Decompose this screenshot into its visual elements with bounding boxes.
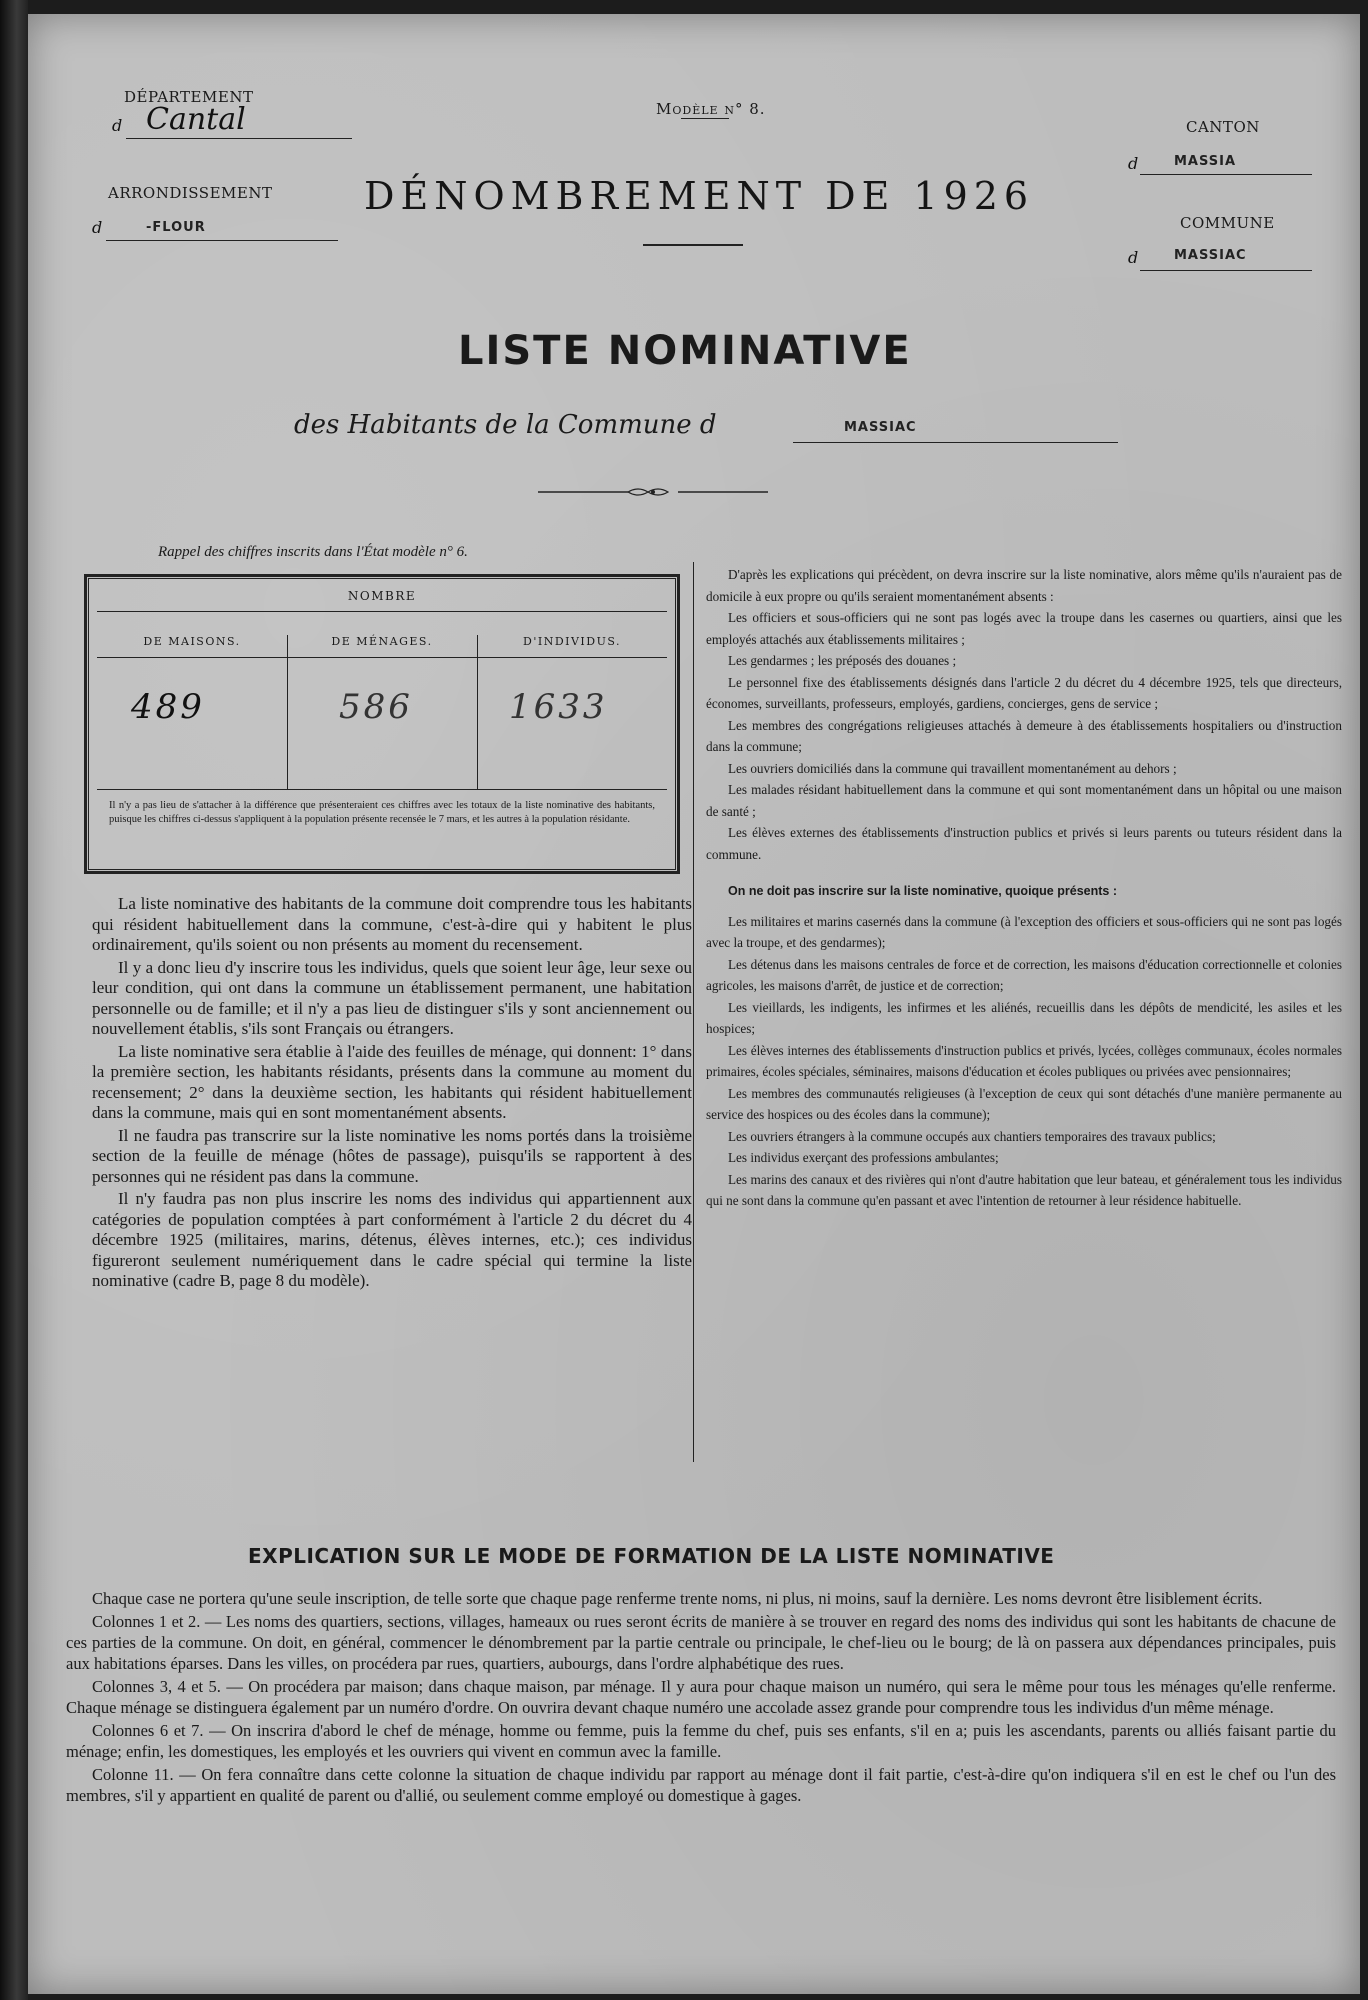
departement-value: Cantal [146, 102, 246, 137]
commune-prefix: d [1128, 248, 1139, 267]
right-paragraph-5: Les membres des congrégations religieuses attachés à demeure à des établissements hospitaliers ou d'instruction dans la commune; [706, 717, 1342, 754]
right-exclusion-6: Les ouvriers étrangers à la commune occupés aux chantiers temporaires des travaux publics; [728, 1128, 1216, 1144]
nombre-rule [97, 611, 667, 612]
left-paragraph-3: La liste nominative sera établie à l'aide des feuilles de ménage, qui donnent: 1° dans la première section, les habitants résidants, présents dans la commune au moment du recensement; 2° dans la deuxième section, les habitants qui résident habituellement dans la commune, mais qui en sont momentanément absents. [92, 1041, 692, 1122]
header-rule [97, 657, 667, 658]
explication-body [66, 1588, 1336, 1808]
habitants-subtitle: des Habitants de la Commune d [294, 410, 717, 440]
departement-line [126, 138, 352, 139]
right-paragraph-1: D'après les explications qui précèdent, on devra inscrire sur la liste nominative, alors même qu'ils n'auraient pas de domicile à eux propre ou qu'ils seraient momentanément absents : [706, 567, 1342, 604]
explication-paragraph-5: Colonne 11. — On fera connaître dans cette colonne la situation de chaque individu par rapport au ménage dont il fait partie, c'est-à-dire qu'on indiquera s'il en est le chef ou l'un des membres, s'il y appartient en qualité de parent ou d'allié, ou seulement comme employé ou domestique à gages. [66, 1765, 1336, 1805]
explication-paragraph-4: Colonnes 6 et 7. — On inscrira d'abord le chef de ménage, homme ou femme, puis la femme du chef, puis ses enfants, s'il en a; puis les ascendants, parents ou alliés faisant partie du ménage; enfin, les domestiques, les employés et les ouvriers qui vivent en commun avec la famille. [66, 1721, 1336, 1761]
right-exclusion-7: Les individus exerçant des professions ambulantes; [728, 1150, 999, 1165]
arrondissement-line [106, 240, 338, 241]
arrondissement-prefix: d [92, 218, 103, 237]
arrondissement-value: -FLOUR [146, 220, 206, 235]
left-paragraph-4: Il ne faudra pas transcrire sur la liste nominative les noms portés dans la troisième section de la feuille de ménage (hôtes de passage), puisqu'ils se rapportent à des personnes qui ne résident pas dans la commune. [92, 1125, 692, 1186]
census-form-page [28, 14, 1360, 1994]
book-spine [0, 0, 28, 2000]
column-divider [693, 562, 694, 1462]
right-exclusion-2: Les détenus dans les maisons centrales de force et de correction, les maisons d'éducation correctionnelle et colonies agricoles, les maisons d'arrêt, de justice et de correction; [706, 956, 1342, 993]
commune-value: MASSIAC [1174, 248, 1247, 263]
right-paragraph-2: Les officiers et sous-officiers qui ne sont pas logés avec la troupe dans les casernes ou quartiers, ainsi que les employés attachés aux établissements militaires ; [706, 610, 1342, 647]
departement-prefix: d [112, 116, 123, 135]
nombre-header: NOMBRE [347, 589, 417, 603]
canton-prefix: d [1128, 154, 1139, 173]
right-paragraph-6: Les ouvriers domiciliés dans la commune qui travaillent momentanément au dehors ; [728, 760, 1177, 776]
right-paragraph-4: Le personnel fixe des établissements désignés dans l'article 2 du décret du 4 décembre 1925, tels que directeurs, économes, surveillants, professeurs, employés, gardiens, concierges, gens de service ; [706, 674, 1342, 711]
right-exclusion-8: Les marins des canaux et des rivières qui n'ont d'autre habitation que leur bateau, et généralement tous les individus qui ne sont dans la commune qu'en passant et avec l'intention de retourner à leur résidence habituelle. [706, 1171, 1342, 1208]
explication-paragraph-1: Chaque case ne portera qu'une seule inscription, de telle sorte que chaque page renferme trente noms, ni plus, ni moins, sauf la dernière. Les noms devront être lisiblement écrits. [92, 1589, 1263, 1608]
left-paragraph-5: Il n'y faudra pas non plus inscrire les noms des individus qui appartiennent aux catégories de population comptées à part conformément à l'article 2 du décret du 4 décembre 1925 (militaires, marins, détenus, élèves internes, etc.); ces individus figureront seulement numériquement dans le cadre spécial qui termine la liste nominative (cadre B, page 8 du modèle). [92, 1189, 692, 1290]
right-paragraph-7: Les malades résidant habituellement dans la commune et qui sont momentanément dans un hôpital ou une maison de santé ; [706, 782, 1342, 819]
ornament-rule [538, 484, 768, 500]
col-divider-2 [477, 635, 478, 789]
left-paragraph-2: Il y a donc lieu d'y inscrire tous les individus, quels que soient leur âge, leur sexe ou leur condition, qui ont dans la commune un établissement permanent, une habitation personnelle ou de famille; et il n'y a pas lieu de distinguer s'ils y sont anciennement ou nouvellement établis, s'ils sont Français ou étrangers. [92, 957, 692, 1038]
title-rule [643, 244, 743, 246]
right-exclusion-3: Les vieillards, les indigents, les infirmes et les aliénés, recueillis dans les dépôts de mendicité, les asiles et les hospices; [706, 999, 1342, 1036]
val-menages: 586 [339, 687, 413, 727]
explication-paragraph-3: Colonnes 3, 4 et 5. — On procédera par maison; dans chaque maison, par ménage. Il y aura pour chaque maison un numéro, qui sera le même pour tous les ménages qu'elle renferme. Chaque ménage se distinguera également par un numéro d'ordre. On ouvrira devant chaque numéro une accolade assez grande pour comprendre tous les individus d'un même ménage. [66, 1677, 1336, 1717]
departement-label: DÉPARTEMENT [124, 88, 254, 106]
commune-label: COMMUNE [1180, 214, 1275, 232]
subtitle-line [793, 442, 1118, 443]
liste-nominative-title: LISTE NOMINATIVE [458, 328, 912, 374]
rappel-table [84, 574, 680, 874]
right-exclusion-1: Les militaires et marins casernés dans la commune (à l'exception des officiers et sous-officiers qui ne sont pas logés avec la troupe, et des gendarmes); [706, 913, 1342, 950]
left-paragraph-1: La liste nominative des habitants de la commune doit comprendre tous les habitants qui résident habituellement dans la commune, c'est-à-dire qui y habitent le plus ordinairement, qu'ils soient ou non présents au moment du recensement. [92, 894, 692, 954]
rappel-note: Il n'y a pas lieu de s'attacher à la différence que présenteraient ces chiffres avec les totaux de la liste nominative des habitants, puisque les chiffres ci-dessus s'appliquent à la population présente recensée le 7 mars, et les autres à la population résidante. [109, 800, 655, 825]
explication-paragraph-2: Colonnes 1 et 2. — Les noms des quartiers, sections, villages, hameaux ou rues seront écrits de manière à se trouver en regard des noms des individus qui sont les habitants de chacune de ces parties de la commune. On doit, en général, commencer le dénombrement par la partie centrale ou principale, le chef-lieu ou le bourg; de là on passera aux dépendances principales, puis aux habitations éparses. Dans les villes, on procédera par rues, quartiers, aubourgs, dans l'ordre alphabétique des rues. [66, 1612, 1336, 1673]
val-maisons: 489 [131, 687, 205, 727]
modele-rule [681, 118, 729, 119]
col-divider-1 [287, 635, 288, 789]
note-rule [97, 789, 667, 790]
col-individus-header: D'INDIVIDUS. [523, 635, 621, 648]
subtitle-commune-value: MASSIAC [844, 420, 917, 435]
left-instructions [92, 894, 692, 1294]
val-individus: 1633 [509, 687, 608, 727]
rappel-caption: Rappel des chiffres inscrits dans l'État modèle n° 6. [158, 544, 468, 560]
right-exclusion-5: Les membres des communautés religieuses (à l'exception de ceux qui sont détachés d'une manière permanente au service des hospices ou des écoles dans la commune); [706, 1085, 1342, 1122]
canton-line [1140, 174, 1312, 175]
right-paragraph-3: Les gendarmes ; les préposés des douanes ; [728, 653, 957, 668]
right-instructions [706, 564, 1342, 1212]
arrondissement-label: ARRONDISSEMENT [108, 184, 273, 202]
col-maisons-header: DE MAISONS. [143, 635, 241, 648]
right-paragraph-8: Les élèves externes des établissements d'instruction publics et privés si leurs parents ou tuteurs résident dans la commune. [706, 825, 1342, 862]
commune-line [1140, 270, 1312, 271]
right-exclusion-4: Les élèves internes des établissements d'instruction publics et privés, lycées, collèges communaux, écoles normales primaires, écoles spéciales, séminaires, maisons d'éducation et écoles publiques ou privées avec pensionnaires; [706, 1042, 1342, 1079]
explication-title: EXPLICATION SUR LE MODE DE FORMATION DE LA LISTE NOMINATIVE [248, 1544, 1055, 1568]
right-heading: On ne doit pas inscrire sur la liste nominative, quoique présents : [728, 884, 1117, 898]
canton-label: CANTON [1186, 118, 1260, 136]
main-title: DÉNOMBREMENT DE 1926 [364, 174, 1035, 218]
canton-value: MASSIA [1174, 154, 1237, 169]
modele-number: Modèle n° 8. [656, 100, 766, 118]
col-menages-header: DE MÉNAGES. [331, 635, 433, 648]
